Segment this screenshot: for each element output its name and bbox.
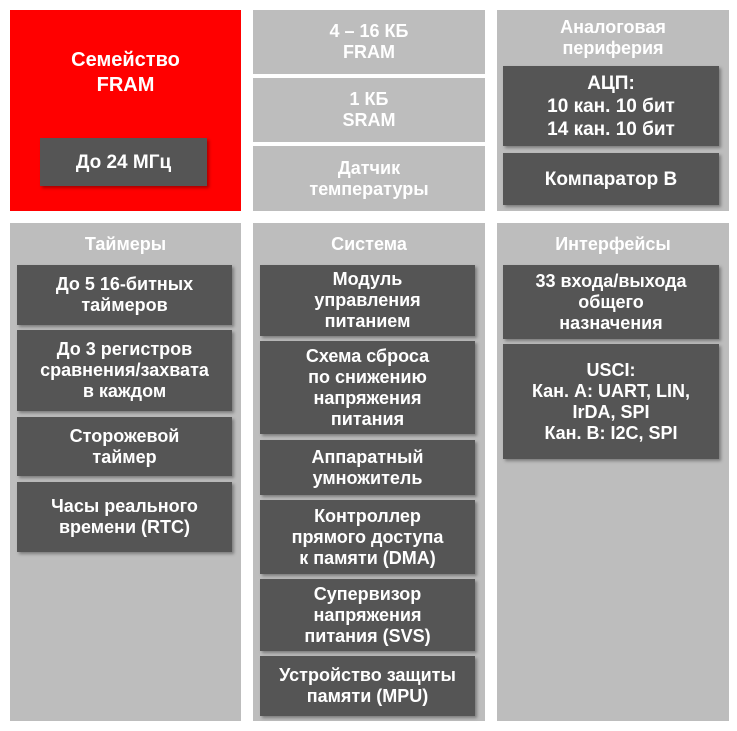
fram-memory-block: 4 – 16 КБ FRAM (253, 10, 485, 74)
timer-item-watchdog: Сторожевой таймер (17, 417, 232, 476)
system-item-mpu: Устройство защиты памяти (MPU) (260, 656, 475, 716)
interface-item-gpio: 33 входа/выхода общего назначения (503, 265, 719, 339)
timer-item-16bit: До 5 16-битных таймеров (17, 265, 232, 325)
interface-item-usci: USCI: Кан. A: UART, LIN, IrDA, SPI Кан. B: I2C, SPI (503, 344, 719, 459)
temperature-sensor-block: Датчик температуры (253, 146, 485, 211)
system-item-svs: Супервизор напряжения питания (SVS) (260, 579, 475, 651)
sram-memory-block: 1 КБ SRAM (253, 78, 485, 142)
system-item-brownout-reset: Схема сброса по снижению напряжения питания (260, 341, 475, 434)
timer-item-rtc: Часы реального времени (RTC) (17, 482, 232, 552)
timer-item-capture-compare: До 3 регистров сравнения/захвата в каждом (17, 330, 232, 411)
analog-title: Аналоговая периферия (560, 17, 666, 58)
adc-block: АЦП: 10 кан. 10 бит 14 кан. 10 бит (503, 66, 719, 146)
system-item-power-management: Модуль управления питанием (260, 265, 475, 336)
interfaces-title: Интерфейсы (555, 234, 671, 254)
timers-title: Таймеры (84, 234, 167, 254)
fram-family-title: Семейство FRAM (71, 49, 180, 96)
system-title: Система (331, 234, 407, 254)
comparator-block: Компаратор B (503, 153, 719, 205)
system-item-dma-controller: Контроллер прямого доступа к памяти (DMA) (260, 500, 475, 574)
frequency-block: До 24 МГц (40, 138, 207, 186)
system-item-hardware-multiplier: Аппаратный умножитель (260, 440, 475, 495)
